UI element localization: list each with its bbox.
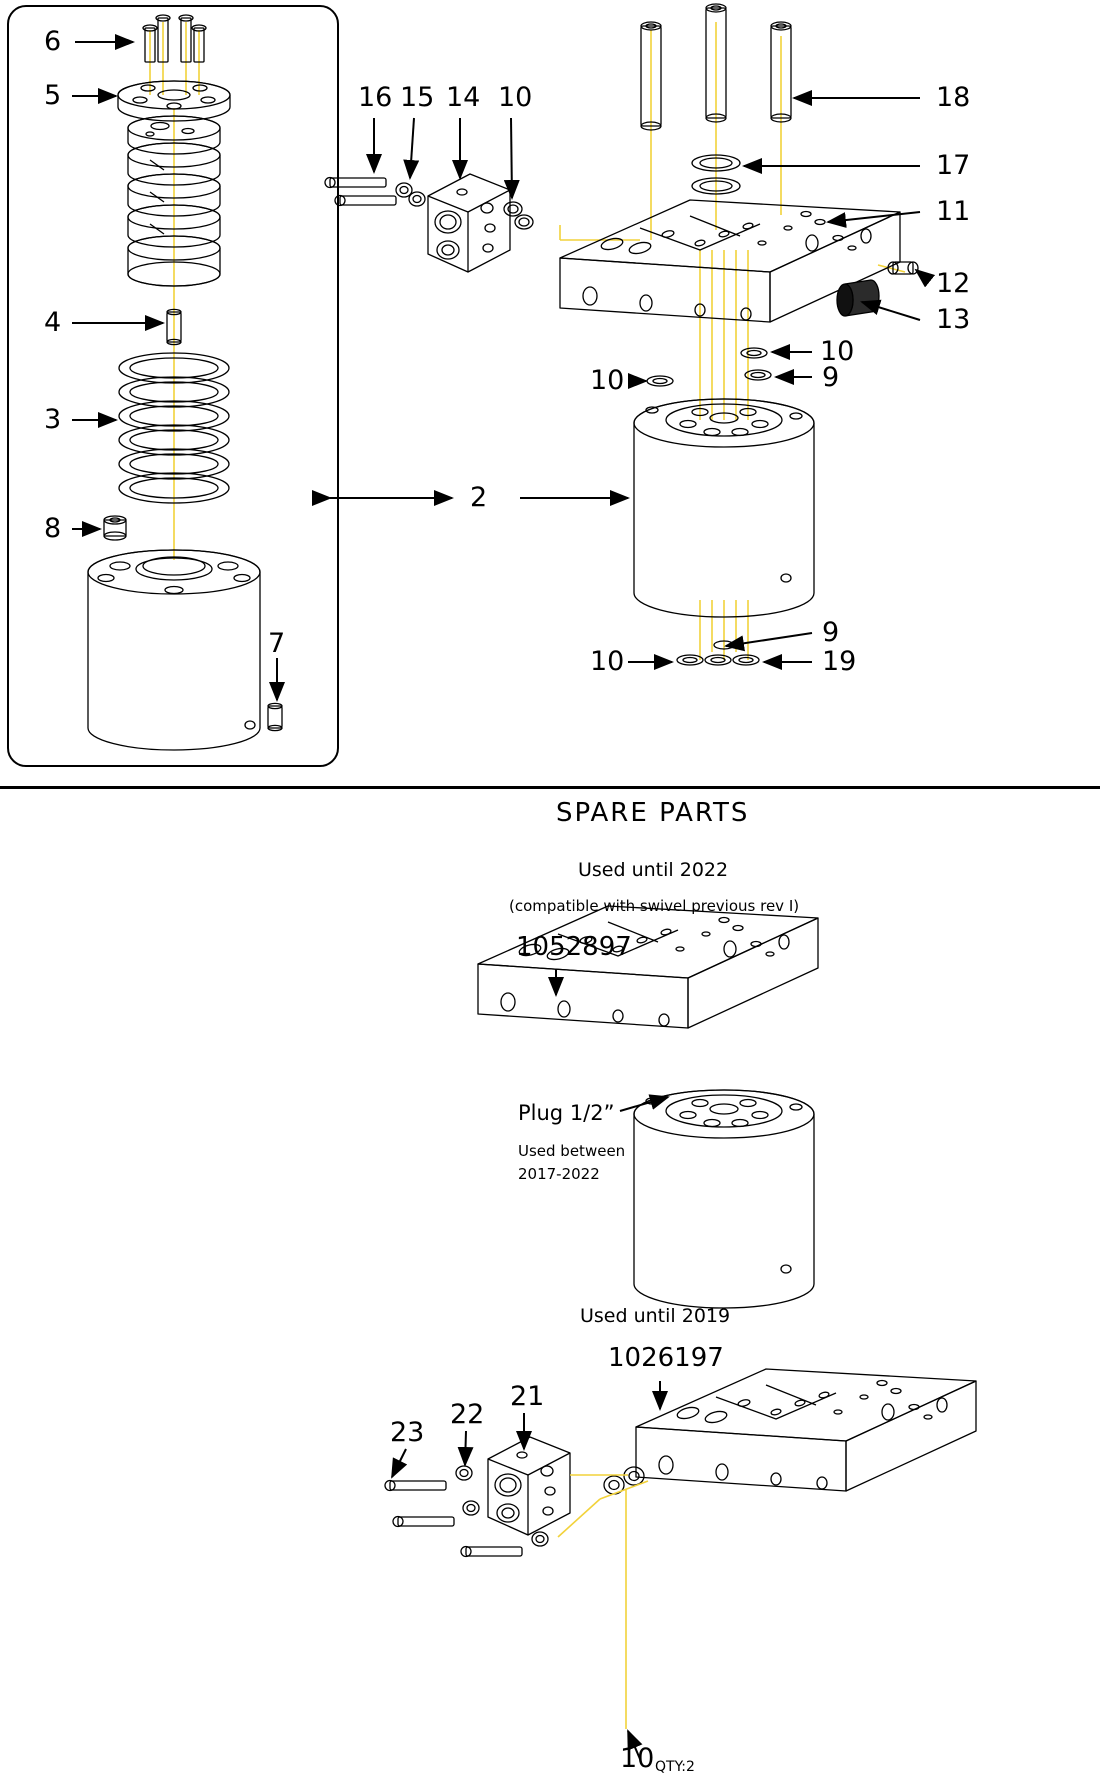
callout-7: 7 (268, 628, 286, 659)
top-assembly-diagram (0, 0, 1100, 790)
spare-callout-23: 23 (390, 1417, 425, 1448)
callout-10-lower: 10 (590, 646, 625, 677)
plug-note-line1: Used between (518, 1142, 626, 1160)
callout-15: 15 (400, 82, 435, 113)
callout-9-upper: 9 (822, 362, 840, 393)
callout-13: 13 (936, 304, 971, 335)
callout-10-upper-right: 10 (820, 336, 855, 367)
callout-14: 14 (446, 82, 481, 113)
spare-parts-diagram (0, 889, 1100, 1789)
spare-parts-heading: SPARE PARTS (556, 798, 750, 828)
callout-8: 8 (44, 513, 62, 544)
callout-12: 12 (936, 268, 971, 299)
callout-11: 11 (936, 196, 971, 227)
qty-note: QTY:2 (655, 1759, 695, 1775)
part-number-1052897: 1052897 (516, 932, 632, 962)
spare-callout-22: 22 (450, 1399, 485, 1430)
plug-label: Plug 1/2” (518, 1101, 615, 1125)
spare-callout-10: 10 (620, 1743, 655, 1774)
callout-6: 6 (44, 26, 62, 57)
callout-19: 19 (822, 646, 857, 677)
callout-3: 3 (44, 404, 62, 435)
section-one-note: Used until 2022 (578, 859, 729, 881)
callout-4: 4 (44, 307, 62, 338)
callout-18: 18 (936, 82, 971, 113)
plug-note-line2: 2017-2022 (518, 1165, 600, 1183)
callout-5: 5 (44, 80, 62, 111)
section-two-note: Used until 2019 (580, 1305, 731, 1327)
callout-10-valve: 10 (498, 82, 533, 113)
section-one-compat-note: (compatible with swivel previous rev I) (509, 897, 800, 915)
section-divider (0, 786, 1100, 789)
callout-16: 16 (358, 82, 393, 113)
callout-2: 2 (470, 482, 488, 513)
callout-10-upper-left: 10 (590, 365, 625, 396)
part-number-1026197: 1026197 (608, 1343, 724, 1373)
callout-17: 17 (936, 150, 971, 181)
spare-callout-21: 21 (510, 1381, 545, 1412)
callout-9-lower: 9 (822, 617, 840, 648)
